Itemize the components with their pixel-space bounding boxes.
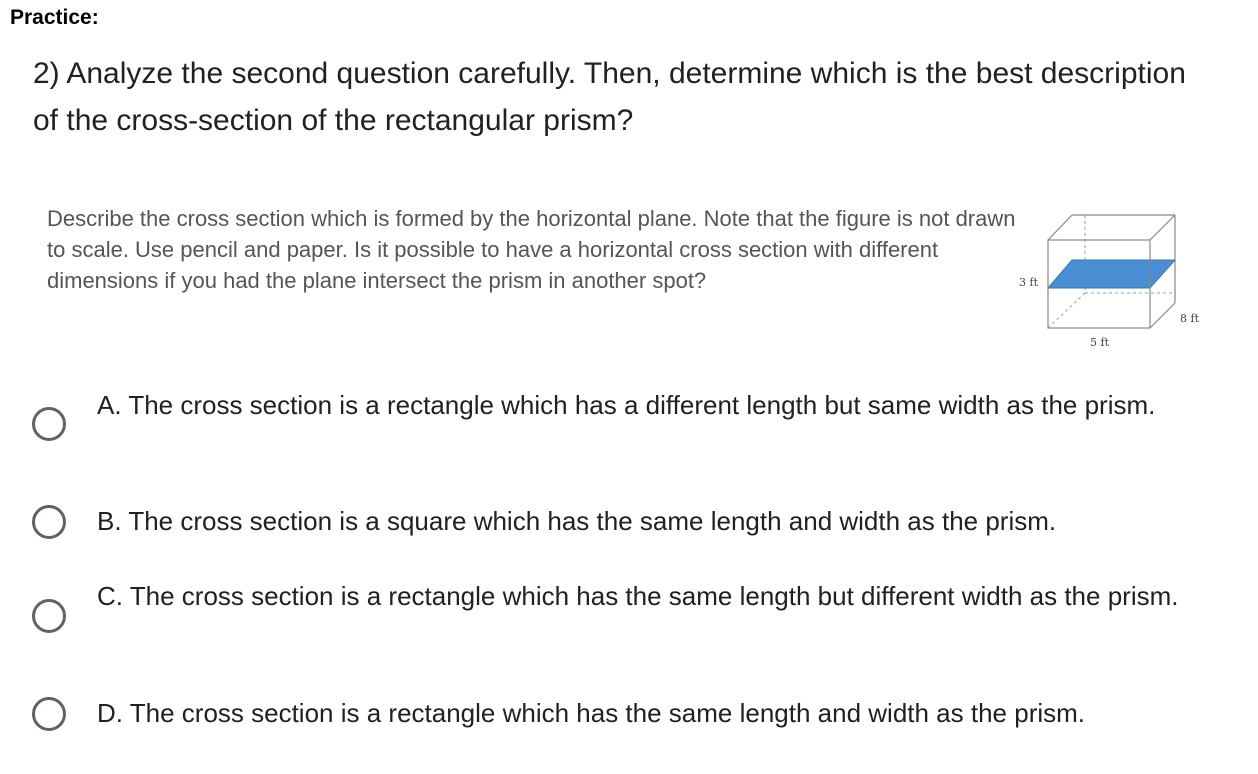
prism-edge [1150, 303, 1175, 328]
question-text: 2) Analyze the second question carefully. Then, determine which is the best description of the cross-section of the rectangular prism? [33, 57, 1186, 137]
depth-label: 8 ft [1180, 312, 1199, 325]
length-label: 5 ft [1090, 336, 1109, 349]
prism-edge [1048, 215, 1072, 240]
practice-header: Practice: [10, 6, 99, 29]
prism-diagram [1010, 200, 1210, 360]
cross-section-plane [1048, 260, 1175, 288]
radio-option-c[interactable] [32, 599, 66, 633]
prompt-text: Describe the cross section which is formed by the horizontal plane. Note that the figure is not drawn to scale. Use pencil and paper. Is it possible to have a horizontal cross section with different dimensions if you had the plane intersect the prism in another spot? [47, 206, 1016, 293]
height-label: 3 ft [1019, 276, 1038, 289]
option-c-label[interactable]: C. The cross section is a rectangle which has the same length but different width as the prism. [97, 581, 1179, 611]
option-d-label[interactable]: D. The cross section is a rectangle which has the same length and width as the prism. [97, 698, 1086, 728]
radio-option-b[interactable] [32, 505, 66, 539]
radio-option-d[interactable] [32, 697, 66, 731]
option-a-label[interactable]: A. The cross section is a rectangle which has a different length but same width as the prism. [97, 390, 1156, 420]
prism-edge [1150, 215, 1175, 240]
prism-hidden-edge [1048, 293, 1085, 328]
option-b-label[interactable]: B. The cross section is a square which has the same length and width as the prism. [97, 506, 1057, 536]
radio-option-a[interactable] [32, 407, 66, 441]
